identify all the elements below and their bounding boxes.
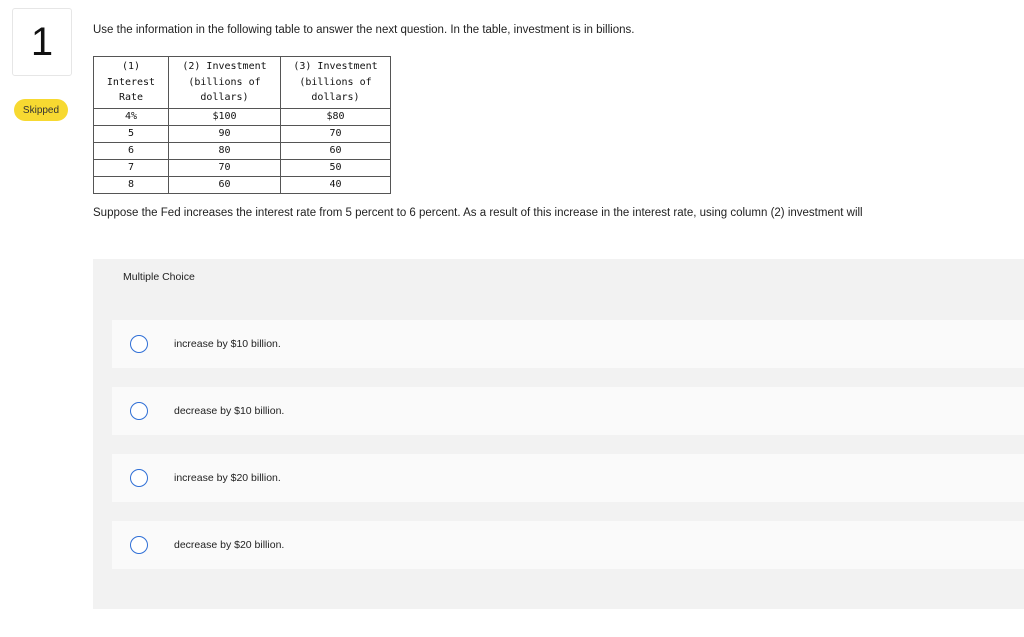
table-row — [94, 142, 391, 159]
multiple-choice-panel — [93, 259, 1024, 609]
question-intro: Use the information in the following table to answer the next question. In the table, investment is in billions. — [93, 24, 635, 36]
choice-label: decrease by $10 billion. — [174, 405, 285, 417]
choice-label: increase by $20 billion. — [174, 472, 281, 484]
table-row — [94, 159, 391, 176]
table-cell: 4% — [94, 108, 169, 125]
question-prompt: Suppose the Fed increases the interest rate from 5 percent to 6 percent. As a result of this increase in the interest rate, using column (2) investment will — [93, 207, 863, 219]
table-cell: 40 — [281, 176, 391, 193]
table-header-row — [94, 57, 391, 109]
table-cell: 6 — [94, 142, 169, 159]
table-row — [94, 125, 391, 142]
choice-option-2[interactable] — [112, 387, 1024, 435]
radio-button[interactable] — [130, 402, 148, 420]
question-number-text: 1 — [30, 19, 54, 64]
table-cell: 7 — [94, 159, 169, 176]
table-cell: 60 — [281, 142, 391, 159]
table-cell: $100 — [169, 108, 281, 125]
choice-label: increase by $10 billion. — [174, 338, 281, 350]
table-cell: 70 — [169, 159, 281, 176]
table-header-investment-2: (2) Investment (billions of dollars) — [169, 57, 281, 109]
choice-option-3[interactable] — [112, 454, 1024, 502]
table-cell: 8 — [94, 176, 169, 193]
choice-option-4[interactable] — [112, 521, 1024, 569]
status-badge — [14, 99, 68, 121]
table-header-interest-rate: (1) Interest Rate — [94, 57, 169, 109]
table-header-investment-3: (3) Investment (billions of dollars) — [281, 57, 391, 109]
radio-button[interactable] — [130, 536, 148, 554]
choice-option-1[interactable] — [112, 320, 1024, 368]
table-cell: 60 — [169, 176, 281, 193]
table-cell: 70 — [281, 125, 391, 142]
multiple-choice-label: Multiple Choice — [123, 271, 195, 283]
table-cell: 5 — [94, 125, 169, 142]
status-badge-text: Skipped — [22, 104, 60, 116]
radio-button[interactable] — [130, 335, 148, 353]
choice-label: decrease by $20 billion. — [174, 539, 285, 551]
radio-button[interactable] — [130, 469, 148, 487]
table-cell: $80 — [281, 108, 391, 125]
table-cell: 90 — [169, 125, 281, 142]
table-cell: 80 — [169, 142, 281, 159]
question-number — [12, 8, 72, 76]
table-row — [94, 108, 391, 125]
table-row — [94, 176, 391, 193]
investment-table — [93, 56, 391, 194]
table-cell: 50 — [281, 159, 391, 176]
